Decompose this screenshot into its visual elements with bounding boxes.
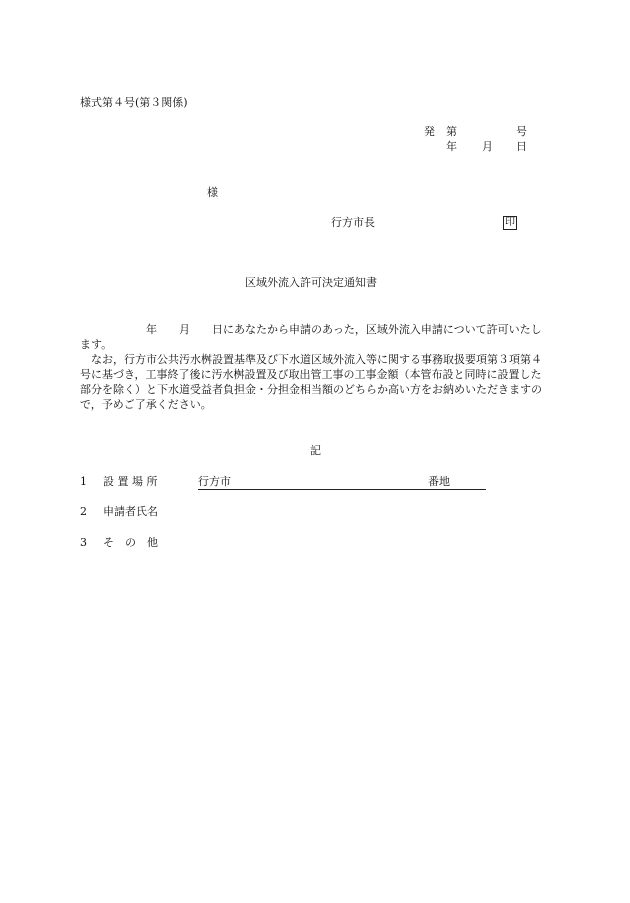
item-3-number: 3 [80,536,87,549]
item-3-label: そ の 他 [103,536,158,549]
item-2-number: 2 [80,505,87,518]
item-1-value-prefix: 行方市 [198,475,231,488]
document-title: 区域外流入許可決定通知書 [245,276,377,289]
issue-prefix: 発 [424,125,435,138]
body-paragraph-1: 年 月 日にあなたから申請のあった，区域外流入申請について許可いたします。 [80,323,542,351]
issue-go: 号 [516,125,527,138]
seal-mark: 印 [505,217,515,228]
item-1-label: 設 置 場 所 [103,475,158,488]
ki-heading: 記 [310,444,321,457]
item-1-value-suffix: 番地 [428,475,450,488]
body-text [80,322,552,412]
date-year: 年 [446,140,457,153]
recipient-suffix: 様 [207,186,218,199]
body-paragraph-2: なお，行方市公共汚水桝設置基準及び下水道区域外流入等に関する事務取扱要項第３項第４号に基づき，工事終了後に汚水桝設置及び取出管工事の工事金額（本管布設と同時に設置した部分を除く）と下水道受益者負担金・分担金相当額のどちらか高い方をお納めいただきますので，予めご了承ください。 [80,353,542,411]
issue-dai: 第 [446,125,457,138]
form-label: 様式第４号(第３関係) [80,96,188,109]
sender-name: 行方市長 [331,216,375,229]
date-month: 月 [482,140,493,153]
item-1-underline [198,489,486,490]
date-day: 日 [516,140,527,153]
item-1-number: 1 [80,475,87,488]
item-2-label: 申請者氏名 [103,505,158,518]
